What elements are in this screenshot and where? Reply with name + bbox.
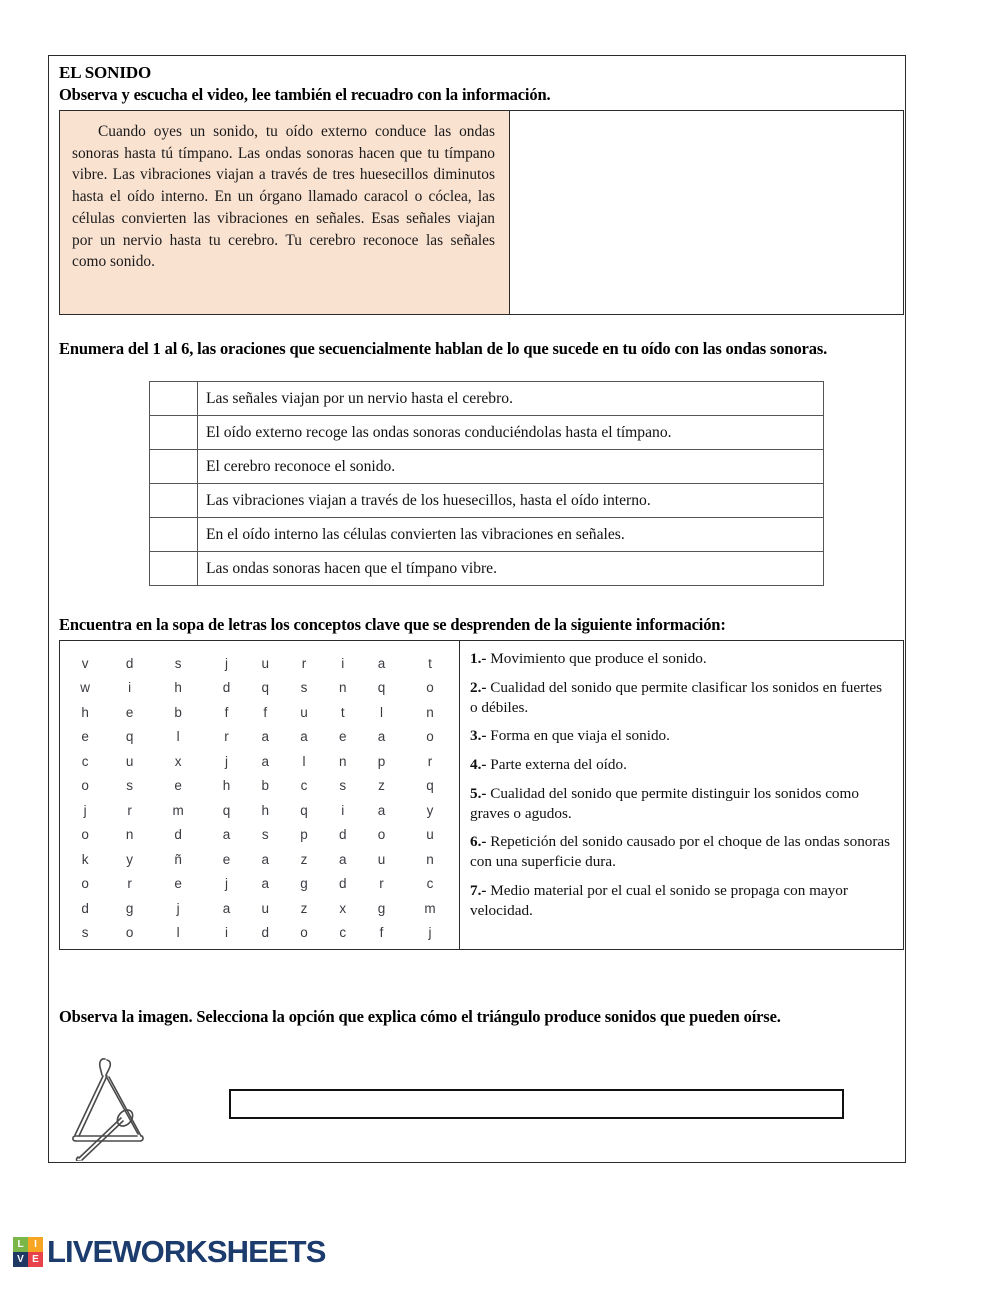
wordsearch-cell[interactable]: r xyxy=(379,876,384,892)
wordsearch-cell[interactable]: o xyxy=(300,925,308,941)
wordsearch-cell[interactable]: a xyxy=(222,827,231,843)
video-placeholder[interactable] xyxy=(510,111,903,314)
clue-number: 3.- xyxy=(470,727,487,745)
wordsearch-cell[interactable]: j xyxy=(83,802,87,818)
clue-text: Medio material por el cual el sonido se propaga con mayor velocidad. xyxy=(470,881,848,919)
wordsearch-cell[interactable]: t xyxy=(428,655,432,671)
wordsearch-cell[interactable]: g xyxy=(125,900,134,916)
wordsearch-cell[interactable]: x xyxy=(174,753,182,769)
clue-number: 1.- xyxy=(470,650,487,667)
wordsearch-cell[interactable]: z xyxy=(300,900,308,916)
wordsearch-cell[interactable]: h xyxy=(261,802,269,818)
wordsearch-cell[interactable]: c xyxy=(426,876,434,892)
wordsearch-cell[interactable]: n xyxy=(339,753,347,769)
clue-item xyxy=(470,784,891,824)
wordsearch-cell[interactable]: d xyxy=(125,655,134,671)
wordsearch-cell[interactable]: n xyxy=(125,827,134,843)
clue-number: 7.- xyxy=(470,881,487,899)
wordsearch-cell[interactable]: a xyxy=(261,851,269,867)
logo-square-e: E xyxy=(28,1252,43,1267)
clue-item xyxy=(470,832,891,872)
wordsearch-cell[interactable]: d xyxy=(261,925,269,941)
table-row xyxy=(150,552,824,586)
sequence-number-input[interactable] xyxy=(150,518,198,552)
clue-text: Cualidad del sonido que permite distinguir los sonidos como graves o agudos. xyxy=(470,784,859,822)
wordsearch-cell[interactable]: o xyxy=(81,876,89,892)
wordsearch-row xyxy=(60,725,459,750)
wordsearch-cell[interactable]: h xyxy=(81,704,89,720)
sequence-instruction: Enumera del 1 al 6, las oraciones que secuencialmente hablan de lo que sucede en tu oído con las ondas sonoras. xyxy=(59,339,828,358)
wordsearch-cell[interactable]: p xyxy=(300,827,308,843)
table-row xyxy=(150,484,824,518)
wordsearch-cell[interactable]: h xyxy=(222,778,231,794)
wordsearch-row xyxy=(60,798,459,823)
wordsearch-cell[interactable]: a xyxy=(261,753,269,769)
wordsearch-cell[interactable]: a xyxy=(339,851,347,867)
wordsearch-row xyxy=(60,676,459,701)
wordsearch-cell[interactable]: u xyxy=(261,900,269,916)
wordsearch-cell[interactable]: y xyxy=(126,851,134,867)
table-row xyxy=(150,518,824,552)
clue-item xyxy=(470,755,891,775)
wordsearch-cell[interactable]: j xyxy=(224,655,228,671)
wordsearch-cell[interactable]: ñ xyxy=(174,851,182,867)
logo-square-i: I xyxy=(28,1237,43,1252)
wordsearch-cell[interactable]: c xyxy=(339,925,347,941)
wordsearch-cell[interactable]: p xyxy=(377,753,386,769)
clue-text: Forma en que viaja el sonido. xyxy=(490,727,670,745)
info-and-video-row xyxy=(59,110,904,315)
wordsearch-cell[interactable]: r xyxy=(224,729,229,745)
clue-number: 2.- xyxy=(470,678,487,696)
clue-text: Cualidad del sonido que permite clasificar los sonidos en fuertes o débiles. xyxy=(470,678,883,716)
clue-item xyxy=(470,678,891,718)
wordsearch-grid-cell xyxy=(60,641,460,949)
sequence-number-input[interactable] xyxy=(150,416,198,450)
clue-text: Parte externa del oído. xyxy=(490,756,627,773)
wordsearch-cell[interactable]: q xyxy=(300,802,308,818)
wordsearch-cell[interactable]: e xyxy=(174,876,182,892)
wordsearch-cell[interactable]: n xyxy=(339,680,347,696)
sequence-row-text: Las señales viajan por un nervio hasta el cerebro. xyxy=(198,382,824,416)
sequence-number-input[interactable] xyxy=(150,552,198,586)
wordsearch-cell[interactable]: d xyxy=(174,827,182,843)
wordsearch-cell[interactable]: e xyxy=(125,704,134,720)
wordsearch-cell[interactable]: h xyxy=(174,680,182,696)
clue-item xyxy=(470,881,891,921)
wordsearch-cell[interactable]: o xyxy=(426,680,434,696)
wordsearch-cell[interactable]: g xyxy=(300,876,308,892)
wordsearch-cell[interactable]: b xyxy=(261,778,269,794)
wordsearch-grid[interactable] xyxy=(60,651,459,945)
wordsearch-clues xyxy=(460,641,903,949)
logo-square-l: L xyxy=(13,1237,28,1252)
wordsearch-cell[interactable]: l xyxy=(302,753,306,769)
info-box xyxy=(60,111,510,314)
sequence-number-input[interactable] xyxy=(150,382,198,416)
sequence-row-text: Las vibraciones viajan a través de los huesecillos, hasta el oído interno. xyxy=(198,484,824,518)
wordsearch-cell[interactable]: a xyxy=(377,655,386,671)
wordsearch-cell[interactable]: v xyxy=(81,655,89,671)
wordsearch-row xyxy=(60,823,459,848)
wordsearch-cell[interactable]: s xyxy=(174,655,182,671)
wordsearch-cell[interactable]: y xyxy=(426,802,434,818)
wordsearch-cell[interactable]: f xyxy=(224,704,229,720)
triangle-answer-select[interactable] xyxy=(229,1089,844,1119)
wordsearch-cell[interactable]: a xyxy=(222,900,231,916)
info-paragraph: Cuando oyes un sonido, tu oído externo conduce las ondas sonoras hasta tú tímpano. Las ondas sonoras hacen que tu tímpano vibre. Las vibraciones viajan a través de tres huesecillos diminutos hasta el oído interno. En un órgano llamado caracol o cóclea, las células convierten las vibraciones en señales. Esas señales viajan por un nervio hasta tu cerebro. Tu cerebro reconoce las señales como sonido. xyxy=(72,123,495,271)
clue-number: 4.- xyxy=(470,756,487,773)
logo-square-v: V xyxy=(13,1252,28,1267)
wordsearch-cell[interactable]: f xyxy=(379,925,384,941)
wordsearch-container xyxy=(59,640,904,950)
wordsearch-row xyxy=(60,700,459,725)
wordsearch-cell[interactable]: z xyxy=(378,778,385,794)
wordsearch-row xyxy=(60,774,459,799)
wordsearch-cell[interactable]: i xyxy=(224,925,228,941)
wordsearch-cell[interactable]: n xyxy=(426,704,434,720)
wordsearch-cell[interactable]: d xyxy=(81,900,89,916)
wordsearch-cell[interactable]: d xyxy=(222,680,231,696)
wordsearch-cell[interactable]: j xyxy=(224,753,228,769)
wordsearch-cell[interactable]: u xyxy=(125,753,134,769)
wordsearch-cell[interactable]: q xyxy=(222,802,231,818)
wordsearch-cell[interactable]: e xyxy=(222,851,231,867)
clue-item xyxy=(470,726,891,746)
table-row xyxy=(150,450,824,484)
wordsearch-cell[interactable]: l xyxy=(176,925,180,941)
wordsearch-cell[interactable]: l xyxy=(176,729,180,745)
wordsearch-cell[interactable]: q xyxy=(261,680,269,696)
wordsearch-cell[interactable]: u xyxy=(426,827,434,843)
wordsearch-instruction: Encuentra en la sopa de letras los conceptos clave que se desprenden de la siguiente información: xyxy=(59,615,726,634)
wordsearch-cell[interactable]: s xyxy=(300,680,308,696)
clue-text: Repetición del sonido causado por el choque de las ondas sonoras con una superficie dura. xyxy=(470,833,891,870)
wordsearch-cell[interactable]: u xyxy=(300,704,308,720)
wordsearch-cell[interactable]: i xyxy=(341,655,345,671)
wordsearch-cell[interactable]: k xyxy=(81,851,89,867)
table-row xyxy=(150,382,824,416)
wordsearch-cell[interactable]: s xyxy=(261,827,269,843)
triangle-instruction: Observa la imagen. Selecciona la opción que explica cómo el triángulo produce sonidos que pueden oírse. xyxy=(59,1007,781,1026)
musical-triangle-icon xyxy=(61,1056,211,1161)
wordsearch-cell[interactable]: s xyxy=(81,925,89,941)
wordsearch-row xyxy=(60,896,459,921)
page-title: EL SONIDO xyxy=(59,63,152,82)
wordsearch-cell[interactable]: a xyxy=(377,729,386,745)
wordsearch-cell[interactable]: c xyxy=(300,778,308,794)
wordsearch-cell[interactable]: t xyxy=(340,704,345,720)
wordsearch-row xyxy=(60,847,459,872)
wordsearch-cell[interactable]: j xyxy=(176,900,180,916)
wordsearch-cell[interactable]: c xyxy=(81,753,89,769)
wordsearch-cell[interactable]: w xyxy=(80,680,91,696)
sequence-number-input[interactable] xyxy=(150,484,198,518)
wordsearch-cell[interactable]: u xyxy=(377,851,386,867)
wordsearch-row xyxy=(60,872,459,897)
clue-item xyxy=(470,649,891,669)
worksheet-inner xyxy=(59,62,897,106)
wordsearch-cell[interactable]: q xyxy=(125,729,134,745)
wordsearch-row xyxy=(60,749,459,774)
wordsearch-cell[interactable]: m xyxy=(172,802,184,818)
wordsearch-cell[interactable]: j xyxy=(428,925,432,941)
wordsearch-cell[interactable]: i xyxy=(341,802,345,818)
wordsearch-cell[interactable]: a xyxy=(261,876,269,892)
wordsearch-cell[interactable]: d xyxy=(339,827,347,843)
wordsearch-cell[interactable]: o xyxy=(377,827,386,843)
wordsearch-cell[interactable]: o xyxy=(426,729,434,745)
wordsearch-cell[interactable]: o xyxy=(81,778,89,794)
wordsearch-cell[interactable]: e xyxy=(81,729,89,745)
wordsearch-cell[interactable]: u xyxy=(261,655,269,671)
worksheet-frame xyxy=(48,55,906,1163)
wordsearch-cell[interactable]: f xyxy=(263,704,268,720)
wordsearch-cell[interactable]: r xyxy=(427,753,433,769)
wordsearch-cell[interactable]: x xyxy=(339,900,347,916)
sequence-row-text: Las ondas sonoras hacen que el tímpano vibre. xyxy=(198,552,824,586)
wordsearch-cell[interactable]: m xyxy=(424,900,436,916)
top-instruction: Observa y escucha el video, lee también el recuadro con la información. xyxy=(59,85,551,105)
wordsearch-cell[interactable]: s xyxy=(339,778,347,794)
wordsearch-cell[interactable]: q xyxy=(377,680,386,696)
wordsearch-cell[interactable]: d xyxy=(339,876,347,892)
wordsearch-cell[interactable]: a xyxy=(300,729,308,745)
wordsearch-cell[interactable]: r xyxy=(127,802,132,818)
sequence-row-text: El cerebro reconoce el sonido. xyxy=(198,450,824,484)
wordsearch-cell[interactable]: i xyxy=(128,680,132,696)
sequence-row-text: En el oído interno las células convierten las vibraciones en señales. xyxy=(198,518,824,552)
sequence-number-input[interactable] xyxy=(150,450,198,484)
wordsearch-cell[interactable]: e xyxy=(174,778,182,794)
wordsearch-row xyxy=(60,921,459,946)
sequence-table xyxy=(149,381,824,586)
wordsearch-cell[interactable]: r xyxy=(301,655,307,671)
clue-text: Movimiento que produce el sonido. xyxy=(490,650,707,667)
wordsearch-cell[interactable]: a xyxy=(261,729,269,745)
wordsearch-cell[interactable]: z xyxy=(300,851,308,867)
table-row xyxy=(150,416,824,450)
wordsearch-row xyxy=(60,651,459,676)
wordsearch-cell[interactable]: o xyxy=(125,925,134,941)
wordsearch-cell[interactable]: n xyxy=(426,851,434,867)
wordsearch-cell[interactable]: e xyxy=(339,729,347,745)
clue-number: 6.- xyxy=(470,833,487,851)
wordsearch-cell[interactable]: b xyxy=(174,704,182,720)
logo-icon xyxy=(13,1237,43,1267)
clue-number: 5.- xyxy=(470,784,487,802)
wordsearch-cell[interactable]: r xyxy=(127,876,132,892)
wordsearch-cell[interactable]: a xyxy=(377,802,386,818)
logo-wordmark: LIVEWORKSHEETS xyxy=(47,1234,326,1269)
wordsearch-cell[interactable]: s xyxy=(126,778,134,794)
sequence-row-text: El oído externo recoge las ondas sonoras conduciéndolas hasta el tímpano. xyxy=(198,416,824,450)
liveworksheets-logo xyxy=(13,1236,325,1267)
wordsearch-cell[interactable]: o xyxy=(81,827,89,843)
wordsearch-cell[interactable]: j xyxy=(224,876,228,892)
wordsearch-cell[interactable]: l xyxy=(380,704,384,720)
wordsearch-cell[interactable]: q xyxy=(426,778,434,794)
wordsearch-cell[interactable]: g xyxy=(377,900,386,916)
